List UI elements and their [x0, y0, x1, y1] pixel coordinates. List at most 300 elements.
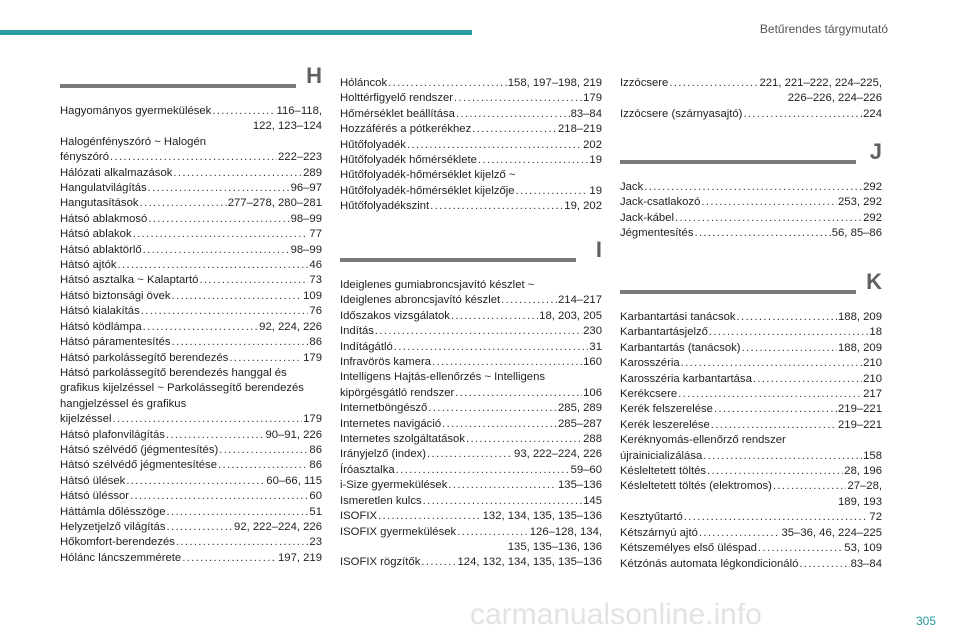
entry-pages: 126–128, 134, [529, 525, 602, 538]
entry-row [620, 107, 882, 122]
entry-term: Kerék felszerelése [620, 403, 713, 416]
index-entry [340, 463, 602, 478]
entry-pages: 51 [309, 505, 322, 518]
dot-leader [694, 226, 830, 241]
dot-leader [166, 428, 265, 443]
dot-leader [711, 418, 837, 433]
entry-pages: 77 [309, 228, 322, 241]
index-entry [60, 520, 322, 535]
entry-list [620, 180, 882, 242]
section-rule [620, 290, 856, 294]
entry-term: Hátsó kialakítás [60, 305, 140, 318]
dot-leader [173, 166, 302, 181]
entry-row [60, 227, 322, 242]
entry-term: Hűtőfolyadék-hőmérséklet kijelzője [340, 184, 515, 197]
index-entry [340, 122, 602, 137]
entry-pages: 222–223 [278, 151, 322, 164]
entry-lead-text: Ideiglenes gumiabroncsjavító készlet ~ [340, 279, 535, 291]
entry-pages-continued: 135, 135–136, 136 [507, 540, 602, 553]
index-entry [60, 551, 322, 566]
dot-leader [428, 401, 557, 416]
entry-term: Kétszemélyes első üléspad [620, 542, 757, 555]
entry-row [340, 153, 602, 168]
index-entry [620, 356, 882, 371]
entry-term: Indítás [340, 325, 374, 338]
entry-pages: 179 [583, 92, 602, 105]
entry-row [620, 387, 882, 402]
entry-pages: 53, 109 [844, 542, 882, 555]
dot-leader [130, 489, 308, 504]
entry-term: Hátsó plafonvilágítás [60, 428, 165, 441]
entry-row [620, 325, 882, 340]
index-entry [340, 138, 602, 153]
entry-row [620, 372, 882, 387]
entry-term: Hőkomfort-berendezés [60, 536, 175, 549]
entry-pages: 86 [309, 443, 322, 456]
entry-pages: 218–219 [558, 123, 602, 136]
dot-leader [516, 184, 589, 199]
entry-row [340, 122, 602, 137]
dot-leader [423, 494, 583, 509]
section-I [340, 237, 602, 571]
dot-leader [219, 443, 308, 458]
section-letter: J [869, 139, 882, 164]
index-entry [620, 541, 882, 556]
entry-pages: 60–66, 115 [266, 474, 322, 487]
entry-pages-continued: 189, 193 [838, 495, 882, 508]
entry-pages: 56, 85–86 [831, 227, 882, 240]
dot-leader [388, 76, 507, 91]
index-entry [340, 370, 602, 401]
section-J [620, 139, 882, 242]
index-entry [340, 91, 602, 106]
index-entry [60, 181, 322, 196]
index-entry [60, 212, 322, 227]
index-entry [340, 478, 602, 493]
index-entry [340, 278, 602, 309]
index-entry [340, 153, 602, 168]
entry-term: Kétszárnyú ajtó [620, 526, 698, 539]
entry-row [60, 212, 322, 227]
dot-leader [166, 520, 233, 535]
entry-list [60, 104, 322, 566]
dot-leader [742, 341, 837, 356]
index-entry [620, 76, 882, 107]
watermark: carmanualsonline.info [470, 598, 762, 631]
index-entry [60, 428, 322, 443]
index-entry [340, 107, 602, 122]
index-entry [340, 401, 602, 416]
dot-leader [427, 447, 513, 462]
entry-term: újrainicializálása [620, 449, 703, 462]
entry-pages: 19 [589, 184, 602, 197]
section-header [620, 139, 882, 176]
dot-leader [684, 510, 869, 525]
entry-pages: 92, 224, 226 [259, 320, 322, 333]
index-entry [340, 417, 602, 432]
index-entry [620, 464, 882, 479]
entry-term: Internetes szolgáltatások [340, 433, 465, 446]
entry-term: Karbantartási tanácsok [620, 311, 736, 323]
dot-leader [133, 227, 309, 242]
entry-pages: 219–221 [838, 403, 882, 416]
entry-row [620, 341, 882, 356]
dot-leader [172, 335, 309, 350]
entry-pages: 158, 197–198, 219 [507, 77, 602, 89]
dot-leader [430, 199, 563, 214]
index-entry [60, 505, 322, 520]
dot-leader [143, 320, 259, 335]
entry-term: Hangutasítások [60, 197, 139, 210]
entry-pages: 109 [303, 289, 322, 302]
dot-leader [378, 509, 482, 524]
entry-pages: 18, 203, 205 [539, 309, 602, 322]
entry-row [60, 196, 322, 211]
index-entry [60, 443, 322, 458]
entry-lead-text: Halogénfényszóró ~ Halogén [60, 135, 207, 148]
entry-row [620, 310, 882, 325]
dot-leader [456, 107, 570, 122]
section-rule [60, 84, 296, 88]
index-entry [340, 355, 602, 370]
entry-pages: 98–99 [290, 243, 322, 256]
entry-term: Késleltetett töltés [620, 465, 707, 478]
entry-term: Kerékcsere [620, 388, 678, 401]
dot-leader [118, 258, 309, 273]
dot-leader [167, 505, 309, 520]
entry-row [340, 401, 602, 416]
entry-pages: 210 [863, 372, 882, 385]
entry-row [620, 356, 882, 371]
entry-term: Háttámla dőlésszöge [60, 505, 166, 518]
section-header [340, 237, 602, 274]
entry-pages: 202 [583, 138, 602, 151]
entry-pages: 197, 219 [278, 551, 322, 564]
entry-pages: 46 [309, 259, 322, 272]
entry-row [60, 443, 322, 458]
entry-pages: 253, 292 [838, 196, 882, 209]
dot-leader [758, 541, 843, 556]
dot-leader [743, 107, 862, 122]
entry-row [620, 464, 882, 479]
entry-pages: 289 [303, 166, 322, 179]
entry-term: Hátsó ablakmosó [60, 212, 148, 225]
entry-pages: 86 [309, 336, 322, 349]
entry-term: Hátsó szélvédő (jégmentesítés) [60, 443, 219, 456]
index-entry [620, 211, 882, 226]
entry-pages: 59–60 [570, 463, 602, 476]
entry-pages: 135–136 [558, 479, 602, 492]
entry-pages: 230 [583, 325, 602, 338]
entry-pages: 86 [309, 459, 322, 472]
entry-term: Izzócsere [620, 77, 669, 89]
entry-row [620, 195, 882, 210]
entry-term: Hozzáférés a pótkerékhez [340, 123, 472, 136]
running-header: Betűrendes tárgymutató [759, 22, 888, 36]
entry-term: Internetes navigáció [340, 417, 442, 430]
entry-term: Infravörös kamera [340, 356, 432, 369]
dot-leader [455, 386, 582, 401]
entry-row [340, 107, 602, 122]
dot-leader [451, 309, 538, 324]
dot-leader [457, 525, 529, 540]
entry-pages: 285–287 [558, 417, 602, 430]
entry-row [340, 324, 602, 339]
entry-pages: 179 [303, 351, 322, 364]
entry-row [340, 355, 602, 370]
entry-row [60, 181, 322, 196]
entry-pages: 292 [863, 211, 882, 224]
entry-list [620, 76, 882, 122]
index-entry [60, 258, 322, 273]
entry-pages: 288 [583, 433, 602, 446]
entry-pages-continued: 122, 123–124 [252, 120, 322, 133]
entry-pages: 277–278, 280–281 [227, 197, 322, 210]
dot-leader [432, 355, 582, 370]
dot-leader [448, 478, 557, 493]
dot-leader [678, 387, 862, 402]
dot-leader [669, 76, 758, 91]
entry-row [340, 494, 602, 509]
entry-term: Hátsó ajtók [60, 259, 117, 272]
entry-pages: 188, 209 [838, 341, 882, 354]
dot-leader [709, 325, 869, 340]
index-entry [620, 433, 882, 464]
entry-pages: 93, 222–224, 226 [514, 448, 602, 461]
entry-pages: 98–99 [290, 212, 322, 225]
entry-pages: 292 [863, 181, 882, 193]
dot-leader [182, 551, 277, 566]
index-entry [340, 309, 602, 324]
entry-term: Időszakos vizsgálatok [340, 309, 450, 322]
index-entry [340, 525, 602, 556]
index-entry [620, 107, 882, 122]
index-entry [60, 273, 322, 288]
entry-term: Karosszéria karbantartása [620, 372, 752, 385]
index-entry [620, 226, 882, 241]
index-entry [620, 557, 882, 572]
header-accent-bar [0, 30, 472, 35]
dot-leader [703, 449, 862, 464]
section-H [60, 63, 322, 566]
entry-term: Hagyományos gyermekülések [60, 105, 212, 117]
dot-leader [394, 340, 589, 355]
entry-row [60, 474, 322, 489]
entry-pages: 158 [863, 449, 882, 462]
entry-row [340, 76, 602, 91]
dot-leader [375, 324, 582, 339]
entry-term: ISOFIX [340, 510, 378, 523]
dot-leader [737, 310, 837, 325]
index-entry [60, 166, 322, 181]
entry-row [340, 447, 602, 462]
index-entry [620, 372, 882, 387]
entry-term: Hólánc láncszemmérete [60, 551, 182, 564]
index-entry [60, 227, 322, 242]
entry-pages: 31 [589, 340, 602, 353]
index-entry [60, 489, 322, 504]
entry-pages: 23 [309, 536, 322, 549]
entry-term: Jack [620, 181, 644, 193]
entry-row [60, 273, 322, 288]
entry-term: Hátsó biztonsági övek [60, 289, 171, 302]
entry-row [60, 243, 322, 258]
entry-list [340, 278, 602, 571]
dot-leader [675, 211, 862, 226]
entry-row [340, 199, 602, 214]
entry-term: i-Size gyermekülések [340, 479, 448, 492]
dot-leader [454, 91, 582, 106]
entry-lead-text: Intelligens Hajtás-ellenőrzés ~ Intelligens [340, 371, 546, 384]
entry-term: Karosszéria [620, 357, 680, 370]
entry-term: Holttérfigyelő rendszer [340, 92, 454, 105]
entry-pages: 90–91, 226 [265, 428, 322, 441]
entry-term: Hátsó parkolássegítő berendezés [60, 351, 229, 364]
entry-row [60, 320, 322, 335]
dot-leader [229, 351, 302, 366]
dot-leader [644, 180, 862, 195]
index-entry [340, 432, 602, 447]
index-entry [620, 195, 882, 210]
entry-term: Hátsó üléssor [60, 490, 130, 503]
entry-list [620, 310, 882, 572]
entry-term: Hűtőfolyadékszint [340, 200, 430, 213]
dot-leader [478, 153, 589, 168]
index-entry [340, 509, 602, 524]
index-entry [60, 474, 322, 489]
entry-pages: 221, 221–222, 224–225, [759, 77, 882, 89]
index-entry [620, 479, 882, 510]
entry-pages: 210 [863, 357, 882, 370]
index-entry [340, 168, 602, 199]
section-letter: I [595, 237, 602, 262]
index-entry [340, 447, 602, 462]
index-entry [620, 418, 882, 433]
entry-row [60, 258, 322, 273]
entry-row [340, 91, 602, 106]
entry-term: Hátsó asztalka ~ Kalaptartó [60, 274, 199, 287]
index-entry [60, 104, 322, 135]
entry-row [60, 535, 322, 550]
entry-row [340, 417, 602, 432]
entry-row [620, 211, 882, 226]
entry-term: Késleltetett töltés (elektromos) [620, 480, 772, 493]
entry-row [340, 525, 602, 540]
index-entry [60, 196, 322, 211]
index-entry [620, 510, 882, 525]
entry-pages: 60 [309, 490, 322, 503]
section-header [60, 63, 322, 100]
index-entry [620, 341, 882, 356]
entry-row [60, 304, 322, 319]
entry-term: Hűtőfolyadék hőmérséklete [340, 154, 477, 167]
entry-term: Helyzetjelző világítás [60, 520, 166, 533]
dot-leader [199, 273, 308, 288]
dot-leader [176, 535, 309, 550]
entry-term: Jégmentesítés [620, 227, 694, 240]
index-entry [60, 366, 322, 428]
entry-term: Irányjelző (index) [340, 448, 427, 461]
entry-pages: 116–118, [276, 105, 322, 117]
dot-leader [501, 293, 557, 308]
entry-row [340, 555, 602, 570]
entry-term: Kétzónás automata légkondicionáló [620, 557, 799, 570]
entry-row [620, 418, 882, 433]
dot-leader [396, 463, 570, 478]
index-entry [340, 76, 602, 91]
entry-term: Karbantartás (tanácsok) [620, 341, 741, 354]
index-entry [620, 526, 882, 541]
section-I-continued [620, 72, 882, 122]
entry-term: Kerék leszerelése [620, 418, 710, 431]
entry-pages: 106 [583, 386, 602, 399]
entry-term: kijelzéssel [60, 413, 112, 426]
entry-pages: 83–84 [850, 557, 882, 570]
entry-row [340, 184, 602, 199]
entry-pages: 96–97 [290, 182, 322, 195]
entry-row [60, 520, 322, 535]
entry-term: Hátsó páramentesítés [60, 336, 171, 349]
dot-leader [466, 432, 582, 447]
entry-row [60, 489, 322, 504]
entry-row [620, 402, 882, 417]
entry-term: Hátsó szélvédő jégmentesítése [60, 459, 217, 472]
entry-pages: 18 [869, 326, 882, 339]
index-entry [60, 351, 322, 366]
entry-row [620, 541, 882, 556]
entry-row [620, 76, 882, 91]
entry-pages-continued: 226–226, 224–226 [787, 92, 882, 105]
entry-row [620, 510, 882, 525]
entry-term: Hátsó ablaktörlő [60, 243, 142, 256]
section-rule [620, 160, 856, 164]
entry-pages: 285, 289 [558, 402, 602, 415]
dot-leader [126, 474, 265, 489]
index-entry [340, 555, 602, 570]
entry-pages: 28, 196 [844, 465, 882, 478]
entry-term: Karbantartásjelző [620, 326, 708, 339]
entry-lead-text: Hűtőfolyadék-hőmérséklet kijelző ~ [340, 169, 516, 182]
entry-term: Kesztyűtartó [620, 511, 683, 524]
entry-pages: 188, 209 [838, 311, 882, 323]
entry-row [340, 509, 602, 524]
dot-leader [172, 289, 303, 304]
dot-leader [148, 212, 289, 227]
page-number: 305 [915, 614, 936, 628]
dot-leader [681, 356, 862, 371]
entry-lead-text: Hátsó parkolássegítő berendezés hanggal és grafikus kijelzéssel ~ Parkolássegítő berendezés hangjelzéssel és grafikus [60, 366, 304, 410]
entry-row [60, 166, 322, 181]
entry-pages: 219–221 [838, 418, 882, 431]
section-header [620, 269, 882, 306]
entry-pages: 73 [309, 274, 322, 287]
dot-leader [773, 479, 846, 494]
index-entry [60, 243, 322, 258]
dot-leader [218, 458, 308, 473]
index-entry [340, 199, 602, 214]
entry-pages: 35–36, 46, 224–225 [781, 526, 882, 539]
entry-row [340, 386, 602, 401]
section-letter: K [866, 269, 882, 294]
entry-term: Hőmérséklet beállítása [340, 107, 455, 120]
dot-leader [707, 464, 843, 479]
index-entry [60, 335, 322, 350]
entry-row [620, 479, 882, 494]
entry-term: ISOFIX rögzítők [340, 556, 421, 569]
entry-term: Ismeretlen kulcs [340, 494, 422, 507]
dot-leader [442, 417, 557, 432]
entry-row [340, 138, 602, 153]
